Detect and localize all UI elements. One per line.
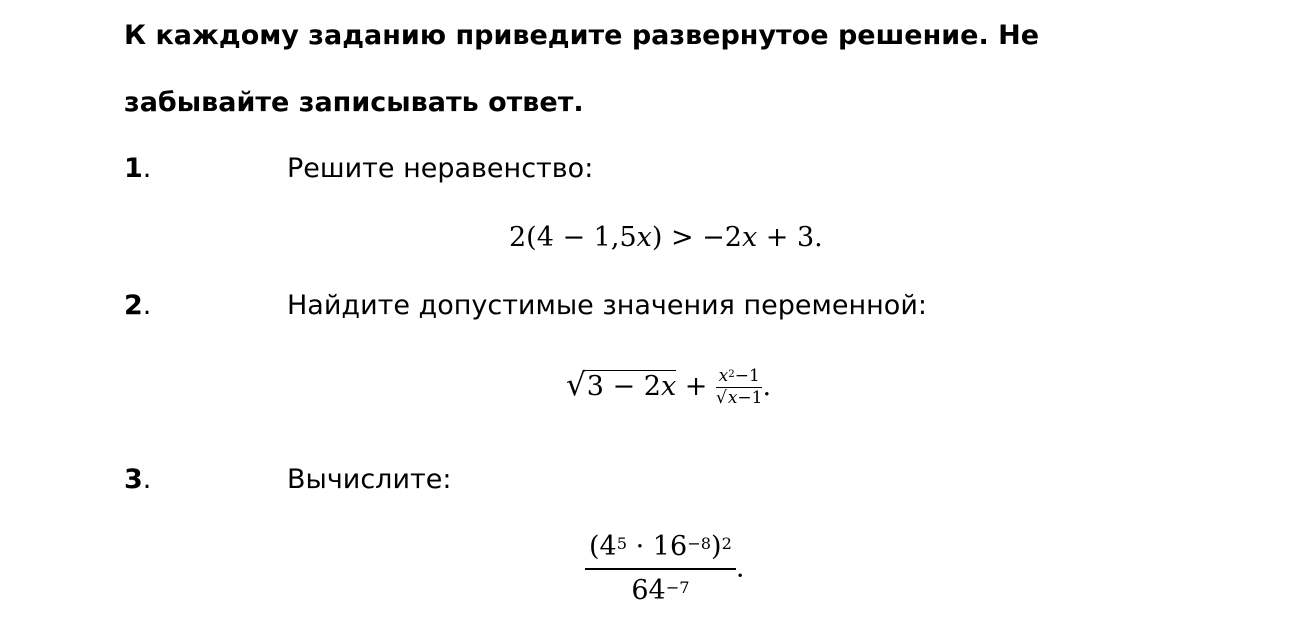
formula-compute: $\frac{(4^5 \cdot 16^{-8})^2}{64^{-7}}$ .: [585, 530, 744, 608]
fraction: $\frac{x^2-1}{√x-1}$: [715, 366, 763, 408]
formula-inequality: 2(4 − 1,5x) > −2x + 3.: [509, 222, 823, 253]
instructions-line-1: К каждому заданию приведите развернутое решение. Не: [124, 20, 1040, 51]
task-number: 1.: [124, 153, 152, 184]
task-number: 3.: [124, 464, 152, 495]
fraction: $\frac{(4^5 \cdot 16^{-8})^2}{64^{-7}}$: [585, 530, 736, 608]
task-text: Вычислите:: [287, 464, 452, 495]
task-number: 2.: [124, 290, 152, 321]
task-text: Найдите допустимые значения переменной:: [287, 290, 927, 321]
instructions-line-2: забывайте записывать ответ.: [124, 87, 584, 118]
task-text: Решите неравенство:: [287, 153, 594, 184]
formula-domain: √3 − 2x + $\frac{x^2-1}{√x-1}$ .: [566, 366, 772, 408]
